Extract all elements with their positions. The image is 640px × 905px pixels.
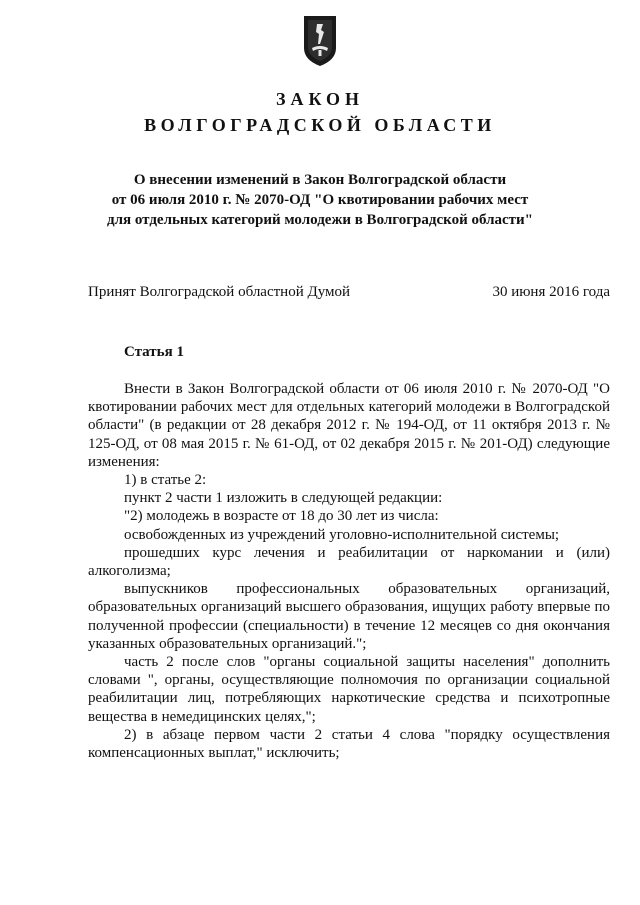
article-body	[88, 380, 610, 762]
article-paragraph: выпускников профессиональных образовательных организаций, образовательных организаций высшего образования, ищущих работу впервые по полученной профессии (специальности) в течение 12 месяцев со дня окончания указанных образовательных организаций.";	[88, 581, 610, 652]
law-subject	[30, 170, 610, 230]
article-paragraph: освобожденных из учреждений уголовно-исполнительной системы;	[124, 526, 560, 543]
adoption-date: 30 июня 2016 года	[492, 284, 610, 300]
article-paragraph: прошедших курс лечения и реабилитации от наркомании и (или) алкоголизма;	[88, 544, 610, 580]
article-paragraph: пункт 2 части 1 изложить в следующей редакции:	[124, 490, 443, 507]
article-paragraph: "2) молодежь в возрасте от 18 до 30 лет из числа:	[124, 508, 439, 525]
subject-line: от 06 июля 2010 г. № 2070-ОД "О квотировании рабочих мест	[111, 192, 529, 208]
article-title: Статья 1	[124, 344, 184, 360]
adopted-by: Принят Волгоградской областной Думой	[88, 284, 351, 300]
subject-line: О внесении изменений в Закон Волгоградской области	[133, 172, 507, 188]
article-paragraph: Внести в Закон Волгоградской области от 06 июля 2010 г. № 2070-ОД "О квотировании рабочих мест для отдельных категорий молодежи в Волгоградской области" (в редакции от 28 декабря 2012 г. № 194-ОД, от 11 октября 2013 г. № 125-ОД, от 08 мая 2015 г. № 61-ОД, от 02 декабря 2015 г. № 201-ОД) следующие изменения:	[88, 381, 610, 470]
article-paragraph: 1) в статье 2:	[124, 472, 207, 489]
law-heading: ЗАКОН	[275, 89, 365, 109]
emblem-container	[0, 14, 640, 68]
adoption-line	[88, 282, 610, 302]
article-paragraph: 2) в абзаце первом части 2 статьи 4 слова "порядку осуществления компенсационных выплат," исключить;	[88, 726, 610, 762]
law-region-heading: ВОЛГОГРАДСКОЙ ОБЛАСТИ	[144, 115, 496, 135]
subject-line: для отдельных категорий молодежи в Волгоградской области"	[106, 212, 533, 228]
volgograd-coat-of-arms-icon	[300, 14, 340, 68]
article-paragraph: часть 2 после слов "органы социальной защиты населения" дополнить словами ", органы, осуществляющие полномочия по организации социальной реабилитации лиц, потребляющих наркотические средства и психотропные вещества в немедицинских целях,";	[88, 654, 610, 725]
